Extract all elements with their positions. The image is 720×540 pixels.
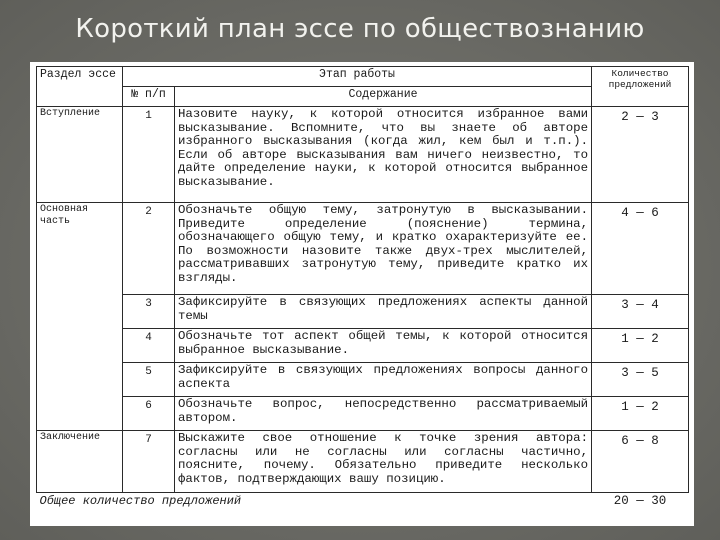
header-section: Раздел эссе [37,67,123,107]
row-content: Обозначьте общую тему, затронутую в высказывании. Приведите определение (пояснение) термина, обозначающего общую тему, и кратко охарактеризуйте ее. По возможности назовите также двух-трех мыслителей, рассматривавших затронутую тему, приведите кратко их взгляды. [175,203,592,295]
row-content: Обозначьте тот аспект общей темы, к которой относится выбранное высказывание. [175,329,592,363]
table-row [37,203,689,295]
row-content: Обозначьте вопрос, непосредственно рассматриваемый автором. [175,397,592,431]
row-number: 7 [123,431,175,493]
row-section: Вступление [37,107,123,203]
row-count: 4 — 6 [592,203,689,295]
header-stage: Этап работы [123,67,592,87]
row-number: 4 [123,329,175,363]
row-section: Заключение [37,431,123,493]
header-count: Количество предложений [592,67,689,107]
row-number: 6 [123,397,175,431]
row-content: Зафиксируйте в связующих предложениях аспекты данной темы [175,295,592,329]
row-count: 3 — 5 [592,363,689,397]
header-content: Содержание [175,87,592,107]
row-content: Назовите науку, к которой относится избранное вами высказывание. Вспомните, что вы знаете об авторе избранного высказывания (когда жил, кем был и т.п.). Если об авторе высказывания вам ничего неизвестно, то дайте определение науки, к которой относится выбранное высказывание. [175,107,592,203]
table-row [37,431,689,493]
row-number: 5 [123,363,175,397]
table-row [37,397,689,431]
total-count: 20 — 30 [613,494,667,508]
total-label: Общее количество предложений [39,494,242,508]
document-page [30,62,694,526]
row-section: Основная часть [37,203,123,431]
essay-plan-table [36,66,689,511]
row-content: Зафиксируйте в связующих предложениях вопросы данного аспекта [175,363,592,397]
slide-title: Короткий план эссе по обществознанию [75,14,645,44]
row-count: 1 — 2 [592,329,689,363]
table-row [37,107,689,203]
header-row [37,67,689,87]
table-row [37,363,689,397]
row-count: 1 — 2 [592,397,689,431]
subheader-row [37,87,689,107]
total-row [37,493,689,511]
row-number: 2 [123,203,175,295]
table-row [37,329,689,363]
header-num: № п/п [123,87,175,107]
table-row [37,295,689,329]
row-number: 1 [123,107,175,203]
row-number: 3 [123,295,175,329]
row-count: 6 — 8 [592,431,689,493]
row-count: 3 — 4 [592,295,689,329]
row-count: 2 — 3 [592,107,689,203]
row-content: Выскажите свое отношение к точке зрения автора: согласны или не согласны или согласны частично, поясните, почему. Обязательно приведите несколько фактов, подтверждающих вашу позицию. [175,431,592,493]
